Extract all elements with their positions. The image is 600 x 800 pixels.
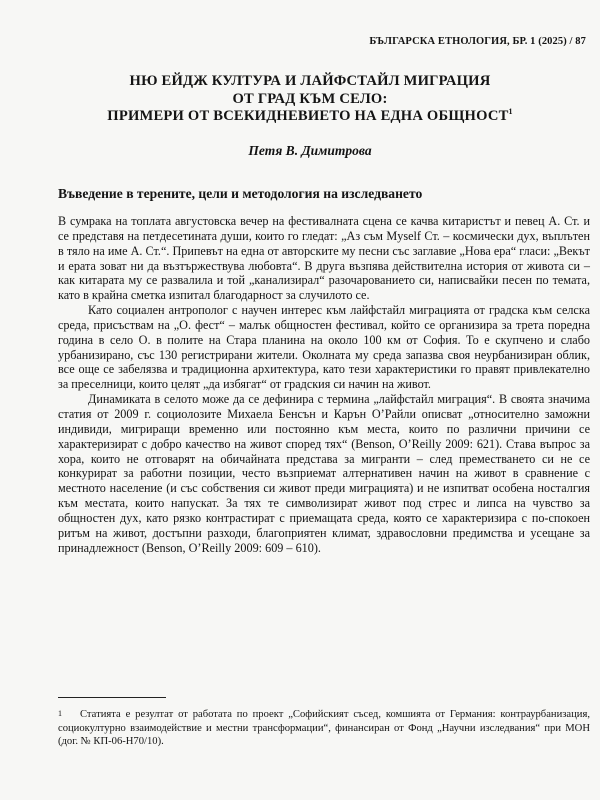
footnote — [58, 708, 590, 749]
title-line-1: НЮ ЕЙДЖ КУЛТУРА И ЛАЙФСТАЙЛ МИГРАЦИЯ — [129, 73, 491, 89]
footnote-text: Статията е резултат от работата по проект „Софийският съсед, комшията от Германия: контраурбанизация, социокултурно взаимодействие и местни трансформации“, финансиран от Фонд „Научни изследвания“ при МОН (дог. № КП-06-Н70/10). — [58, 709, 590, 748]
article-body — [58, 214, 590, 555]
paragraph-2: Като социален антрополог с научен интерес към лайфстайл миграцията от градска към селска среда, присъствам на „О. фест“ – малък общностен фестивал, който се организира за трета поредна година в село О. в полите на Стара планина на около 100 км от София. То е скупчено и слабо урбанизирано, със 130 регистрирани жители. Околната му среда запазва своя неурбанизиран облик, все още се забелязва и традиционна архитектура, като тези характеристики го правят привлекателно за преселници, които целят „да избягат“ от градския си начин на живот. — [58, 303, 590, 392]
paragraph-3: Динамиката в селото може да се дефинира с термина „лайфстайл миграция“. В своята значима статия от 2009 г. социолозите Михаела Бенсън и Карън О’Райли описват „относително заможни индивиди, мигриращи временно или постоянно към места, които по различни причини се характеризират с добро качество на живот според тях“ (Benson, O’Reilly 2009: 621). Става въпрос за хора, които не отговарят на обичайната представа за мигранти – след преместването си не се конкурират за работни позиции, често възприемат алтернативен начин на живот в сравнение с местното население (и със собствения си живот преди миграцията) и не изпитват особена носталгия към местата, които напускат. За тях те символизират живот под стрес и липса на чувство за общностен дух, като рязко контрастират с приемащата среда, която се характеризира с по-спокоен ритъм на живот, достъпни разходи, благоприятен климат, здравословни предимства и усещане за принадлежност (Benson, O’Reilly 2009: 609 – 610). — [58, 392, 590, 555]
title-footnote-mark[interactable]: 1 — [508, 107, 513, 117]
author-name: Петя В. Димитрова — [248, 143, 372, 158]
title-line-3 — [48, 108, 572, 126]
footnote-separator — [58, 697, 166, 698]
footnote-mark: 1 — [58, 709, 62, 718]
paragraph-1: В сумрака на топлата августовска вечер на фестивалната сцена се качва китаристът и певец А. Ст. и се представя на петдесетината души, които го гледат: „Аз съм Myself Ст. – космически дух, въплътен в тяло на име А. Ст.“. Припевът на една от авторските му песни със заглавие „Нова ера“ гласи: „Векът и ерата зоват ни да възтържествува любовта“. В друга възпява действителна история от живота си – как китарата му се развалила и той „канализирал“ разочарованието си, написвайки песен по темата, като в крайна сметка изпитал благодарност за случилото се. — [58, 214, 590, 303]
title-line-2: ОТ ГРАД КЪМ СЕЛО: — [232, 90, 388, 107]
article-title — [48, 73, 572, 126]
running-header: БЪЛГАРСКА ЕТНОЛОГИЯ, БР. 1 (2025) / 87 — [369, 36, 586, 47]
title-line-3-text: ПРИМЕРИ ОТ ВСЕКИДНЕВИЕТО НА ЕДНА ОБЩНОСТ — [107, 108, 509, 124]
section-heading: Въведение в терените, цели и методология на изследването — [58, 186, 423, 201]
